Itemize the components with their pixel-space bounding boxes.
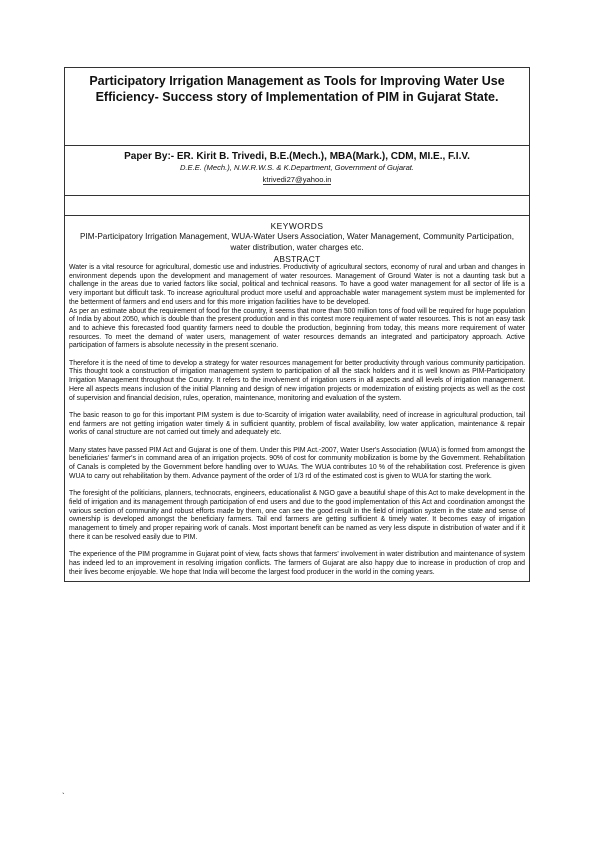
author-section <box>65 146 529 196</box>
abstract-heading: ABSTRACT <box>273 254 321 264</box>
abstract-paragraph: The experience of the PIM programme in Gujarat point of view, facts shows that farmers' involvement in water distribution and maintenance of system has indeed led to an improvement in resolving irrigation conflicts. The farmers of Gujarat are also happy due to increase in production of crop and their lives become enjoyable. We hope that India will become the largest food producer in the world in the coming years. <box>69 551 525 576</box>
abstract-paragraph: Water is a vital resource for agricultural, domestic use and industries. Productivity of agricultural sectors, economy of rural and urban and changes in environment depends upon the development and management of water resources. Management of Ground Water is not a daunting task but a challenge in the areas due to varied factors like social, political and technical reasons. To have a good water management for all sector of life is a very important but difficult task. To increase agricultural product more useful and approachable water management system must be implemented for the betterment of farmers and end users and for this more irrigation facilities have to be developed. <box>69 264 525 306</box>
footer-mark: ` <box>62 792 65 801</box>
author-email-link[interactable]: ktrivedi27@yahoo.in <box>262 175 332 184</box>
keywords-heading: KEYWORDS <box>270 221 324 231</box>
author-department: D.E.E. (Mech.), N.W.R.W.S. & K.Department, Government of Gujarat. <box>179 163 415 172</box>
abstract-section <box>65 254 529 581</box>
author-email-row <box>65 174 529 185</box>
abstract-paragraph: Many states have passed PIM Act and Gujarat is one of them. Under this PIM Act.-2007, Water User's Association (WUA) is formed from amongst the beneficiaries' farmer's in command area of an irrigation projects. 90% of cost for community mobilization is borne by the Government. Rehabilitation of Canals is completed by the Government before handling over to WUAs. The WUA contributes 10 % of the rehabilitation cost. Preference is given WUA to carry out rehabilitation by them. Advance payment of the order of 1/3 rd of the estimated cost is given to WUA for starting the work. <box>69 446 525 480</box>
keywords-text: PIM-Participatory Irrigation Management, WUA-Water Users Association, Water Management, Community Participation, water distribution, water charges etc. <box>80 232 514 252</box>
keywords-section <box>65 216 529 254</box>
abstract-paragraph: The basic reason to go for this important PIM system is due to-Scarcity of irrigation water availability, need of increase in agricultural production, tail end farmers are not getting irrigation water timely & in sufficient quantity, problem of fiscal availability, low water application, maintenance & repair works of canal structure are not carried out timely and adequately etc. <box>69 411 525 437</box>
abstract-paragraph: As per an estimate about the requirement of food for the country, it seems that more than 500 million tons of food will be required for huge population of India by about 2050, which is double than the present production and in this contest more requirement of water resources. This is not an easy task and to achieve this forecasted food quantity farmers need to double the production, beginning from today, this means more requirement of water resources. To meet the demand of water users, management of water resources demands an integrated and participatory approach. Active participation of farmers is absolute necessity in the present scenario. <box>69 307 525 350</box>
paper-title: Participatory Irrigation Management as Tools for Improving Water Use Efficiency- Success story of Implementation of PIM in Gujarat State. <box>89 74 505 104</box>
spacer-section <box>65 196 529 216</box>
title-section <box>65 68 529 146</box>
abstract-paragraph: The foresight of the politicians, planners, technocrats, engineers, educationalist & NGO gave a beautiful shape of this Act to make development in the field of irrigation and its management through participation of end users and due to the good implementation of this Act and coordination amongst the various section of community and robust efforts made by them, one can see the good result in the field of irrigation system in the state and sense of ownership is developed amongst the beneficiary farmers. Tail end farmers are getting sufficient & timely water. It becomes easy of irrigation management to timely and proper repairing work of canals. Most important benefit can be named as very less dispute in distribution of water and if it there it can be resolved easily due to PIM. <box>69 490 525 541</box>
abstract-paragraph: Therefore it is the need of time to develop a strategy for water resources management for better productivity through various community participation. This thought took a construction of irrigation management system to participation of all the stack holders and it is well known as PIM-Participatory Irrigation Management throughout the Country. It refers to the involvement of irrigation users in all aspects and all levels of irrigation management. Here all aspects means inclusion of the initial Planning and design of new irrigation projects or modernization of existing projects as well as the cost of supervision and financial decision, rules, operation, maintenance, monitoring and evaluation of the system. <box>69 359 525 402</box>
paper-frame <box>64 67 530 582</box>
abstract-body <box>69 264 525 577</box>
author-byline: Paper By:- ER. Kirit B. Trivedi, B.E.(Mech.), MBA(Mark.), CDM, MI.E., F.I.V. <box>124 151 470 162</box>
